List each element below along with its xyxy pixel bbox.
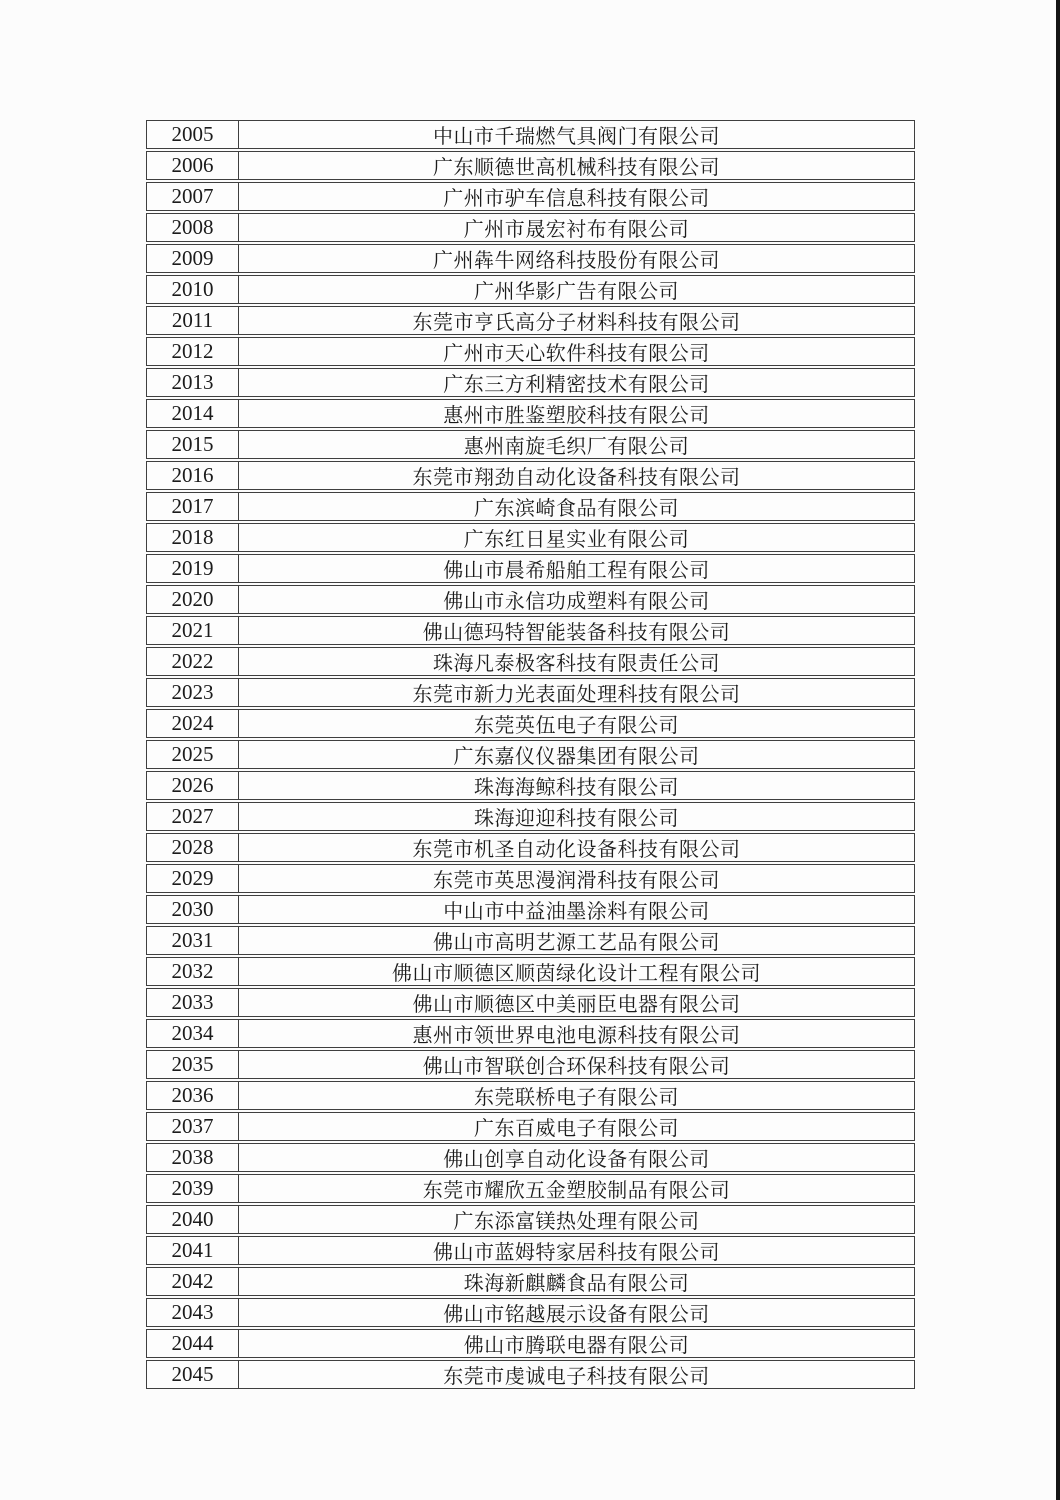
row-number-cell: 2031 bbox=[147, 927, 239, 954]
row-number-cell: 2008 bbox=[147, 214, 239, 241]
company-table bbox=[146, 120, 915, 1391]
company-name-cell: 佛山市晨希船舶工程有限公司 bbox=[443, 560, 710, 582]
table-row bbox=[146, 151, 915, 180]
table-row bbox=[146, 895, 915, 924]
row-number-cell: 2042 bbox=[147, 1268, 239, 1295]
row-number-cell: 2011 bbox=[147, 307, 239, 334]
company-name-cell: 惠州市胜鉴塑胶科技有限公司 bbox=[443, 405, 710, 427]
table-row bbox=[146, 430, 915, 459]
table-row bbox=[146, 337, 915, 366]
company-name-cell: 广州市晟宏衬布有限公司 bbox=[463, 219, 690, 241]
row-number-cell: 2015 bbox=[147, 431, 239, 458]
table-row bbox=[146, 275, 915, 304]
row-number-cell: 2036 bbox=[147, 1082, 239, 1109]
company-name-cell: 佛山德玛特智能装备科技有限公司 bbox=[422, 622, 731, 644]
table-row bbox=[146, 1329, 915, 1358]
row-number-cell: 2033 bbox=[147, 989, 239, 1016]
company-name-cell: 东莞市耀欣五金塑胶制品有限公司 bbox=[422, 1180, 731, 1202]
table-row bbox=[146, 678, 915, 707]
company-name-cell: 广州华影广告有限公司 bbox=[474, 281, 679, 303]
table-row bbox=[146, 1050, 915, 1079]
company-name-cell: 东莞市新力光表面处理科技有限公司 bbox=[412, 684, 741, 706]
table-row bbox=[146, 740, 915, 769]
company-name-cell: 广州市驴车信息科技有限公司 bbox=[443, 188, 710, 210]
company-name-cell: 东莞市英思漫润滑科技有限公司 bbox=[433, 870, 720, 892]
row-number-cell: 2010 bbox=[147, 276, 239, 303]
company-name-cell: 佛山市永信功成塑料有限公司 bbox=[443, 591, 710, 613]
row-number-cell: 2044 bbox=[147, 1330, 239, 1357]
company-name-cell: 广东添富镁热处理有限公司 bbox=[453, 1211, 700, 1233]
row-number-cell: 2027 bbox=[147, 803, 239, 830]
company-name-cell: 广东嘉仪仪器集团有限公司 bbox=[453, 746, 700, 768]
row-number-cell: 2005 bbox=[147, 121, 239, 148]
row-number-cell: 2020 bbox=[147, 586, 239, 613]
table-row bbox=[146, 461, 915, 490]
row-number-cell: 2016 bbox=[147, 462, 239, 489]
table-row bbox=[146, 864, 915, 893]
company-name-cell: 广东三方利精密技术有限公司 bbox=[443, 374, 710, 396]
company-name-cell: 佛山市蓝姆特家居科技有限公司 bbox=[433, 1242, 720, 1264]
table-row bbox=[146, 771, 915, 800]
table-row bbox=[146, 647, 915, 676]
table-row bbox=[146, 585, 915, 614]
company-name-cell: 中山市千瑞燃气具阀门有限公司 bbox=[433, 126, 720, 148]
row-number-cell: 2014 bbox=[147, 400, 239, 427]
row-number-cell: 2034 bbox=[147, 1020, 239, 1047]
company-name-cell: 东莞联桥电子有限公司 bbox=[474, 1087, 679, 1109]
table-row bbox=[146, 554, 915, 583]
row-number-cell: 2012 bbox=[147, 338, 239, 365]
company-name-cell: 惠州南旋毛织厂有限公司 bbox=[463, 436, 690, 458]
row-number-cell: 2043 bbox=[147, 1299, 239, 1326]
row-number-cell: 2035 bbox=[147, 1051, 239, 1078]
row-number-cell: 2039 bbox=[147, 1175, 239, 1202]
table-row bbox=[146, 1081, 915, 1110]
page-right-edge-bar bbox=[1056, 0, 1060, 1500]
table-row bbox=[146, 1143, 915, 1172]
company-name-cell: 中山市中益油墨涂料有限公司 bbox=[443, 901, 710, 923]
table-row bbox=[146, 616, 915, 645]
row-number-cell: 2009 bbox=[147, 245, 239, 272]
company-name-cell: 东莞市机圣自动化设备科技有限公司 bbox=[412, 839, 741, 861]
row-number-cell: 2018 bbox=[147, 524, 239, 551]
table-row bbox=[146, 709, 915, 738]
company-name-cell: 惠州市领世界电池电源科技有限公司 bbox=[412, 1025, 741, 1047]
company-name-cell: 佛山市顺德区顺茵绿化设计工程有限公司 bbox=[392, 963, 761, 985]
row-number-cell: 2025 bbox=[147, 741, 239, 768]
row-number-cell: 2028 bbox=[147, 834, 239, 861]
row-number-cell: 2007 bbox=[147, 183, 239, 210]
table-row bbox=[146, 957, 915, 986]
company-name-cell: 广州犇牛网络科技股份有限公司 bbox=[433, 250, 720, 272]
table-row bbox=[146, 120, 915, 149]
company-name-cell: 东莞市翔劲自动化设备科技有限公司 bbox=[412, 467, 741, 489]
row-number-cell: 2024 bbox=[147, 710, 239, 737]
row-number-cell: 2017 bbox=[147, 493, 239, 520]
company-name-cell: 广州市天心软件科技有限公司 bbox=[443, 343, 710, 365]
company-name-cell: 珠海迎迎科技有限公司 bbox=[474, 808, 679, 830]
company-name-cell: 佛山市铭越展示设备有限公司 bbox=[443, 1304, 710, 1326]
table-row bbox=[146, 833, 915, 862]
company-name-cell: 广东红日星实业有限公司 bbox=[463, 529, 690, 551]
company-name-cell: 佛山市腾联电器有限公司 bbox=[463, 1335, 690, 1357]
row-number-cell: 2038 bbox=[147, 1144, 239, 1171]
table-row bbox=[146, 1267, 915, 1296]
table-row bbox=[146, 182, 915, 211]
table-row bbox=[146, 244, 915, 273]
table-row bbox=[146, 306, 915, 335]
company-name-cell: 佛山市顺德区中美丽臣电器有限公司 bbox=[412, 994, 741, 1016]
company-name-cell: 佛山创享自动化设备有限公司 bbox=[443, 1149, 710, 1171]
row-number-cell: 2032 bbox=[147, 958, 239, 985]
row-number-cell: 2021 bbox=[147, 617, 239, 644]
company-name-cell: 珠海新麒麟食品有限公司 bbox=[463, 1273, 690, 1295]
table-row bbox=[146, 1236, 915, 1265]
table-row bbox=[146, 988, 915, 1017]
company-name-cell: 东莞市亨氏高分子材料科技有限公司 bbox=[412, 312, 741, 334]
table-row bbox=[146, 1205, 915, 1234]
row-number-cell: 2006 bbox=[147, 152, 239, 179]
table-row bbox=[146, 926, 915, 955]
table-row bbox=[146, 523, 915, 552]
row-number-cell: 2019 bbox=[147, 555, 239, 582]
table-row bbox=[146, 399, 915, 428]
company-name-cell: 珠海凡泰极客科技有限责任公司 bbox=[433, 653, 720, 675]
company-name-cell: 广东百威电子有限公司 bbox=[474, 1118, 679, 1140]
row-number-cell: 2023 bbox=[147, 679, 239, 706]
row-number-cell: 2022 bbox=[147, 648, 239, 675]
row-number-cell: 2045 bbox=[147, 1361, 239, 1388]
table-row bbox=[146, 368, 915, 397]
table-row bbox=[146, 802, 915, 831]
row-number-cell: 2030 bbox=[147, 896, 239, 923]
company-name-cell: 广东顺德世高机械科技有限公司 bbox=[433, 157, 720, 179]
company-name-cell: 珠海海鲸科技有限公司 bbox=[474, 777, 679, 799]
company-name-cell: 东莞市虔诚电子科技有限公司 bbox=[443, 1366, 710, 1388]
row-number-cell: 2029 bbox=[147, 865, 239, 892]
company-name-cell: 佛山市高明艺源工艺品有限公司 bbox=[433, 932, 720, 954]
row-number-cell: 2040 bbox=[147, 1206, 239, 1233]
table-row bbox=[146, 213, 915, 242]
row-number-cell: 2041 bbox=[147, 1237, 239, 1264]
company-name-cell: 东莞英伍电子有限公司 bbox=[474, 715, 679, 737]
table-row bbox=[146, 1360, 915, 1389]
row-number-cell: 2026 bbox=[147, 772, 239, 799]
table-row bbox=[146, 1019, 915, 1048]
row-number-cell: 2013 bbox=[147, 369, 239, 396]
table-row bbox=[146, 1174, 915, 1203]
company-name-cell: 佛山市智联创合环保科技有限公司 bbox=[422, 1056, 731, 1078]
table-row bbox=[146, 1112, 915, 1141]
table-row bbox=[146, 492, 915, 521]
table-row bbox=[146, 1298, 915, 1327]
row-number-cell: 2037 bbox=[147, 1113, 239, 1140]
company-name-cell: 广东滨崎食品有限公司 bbox=[474, 498, 679, 520]
